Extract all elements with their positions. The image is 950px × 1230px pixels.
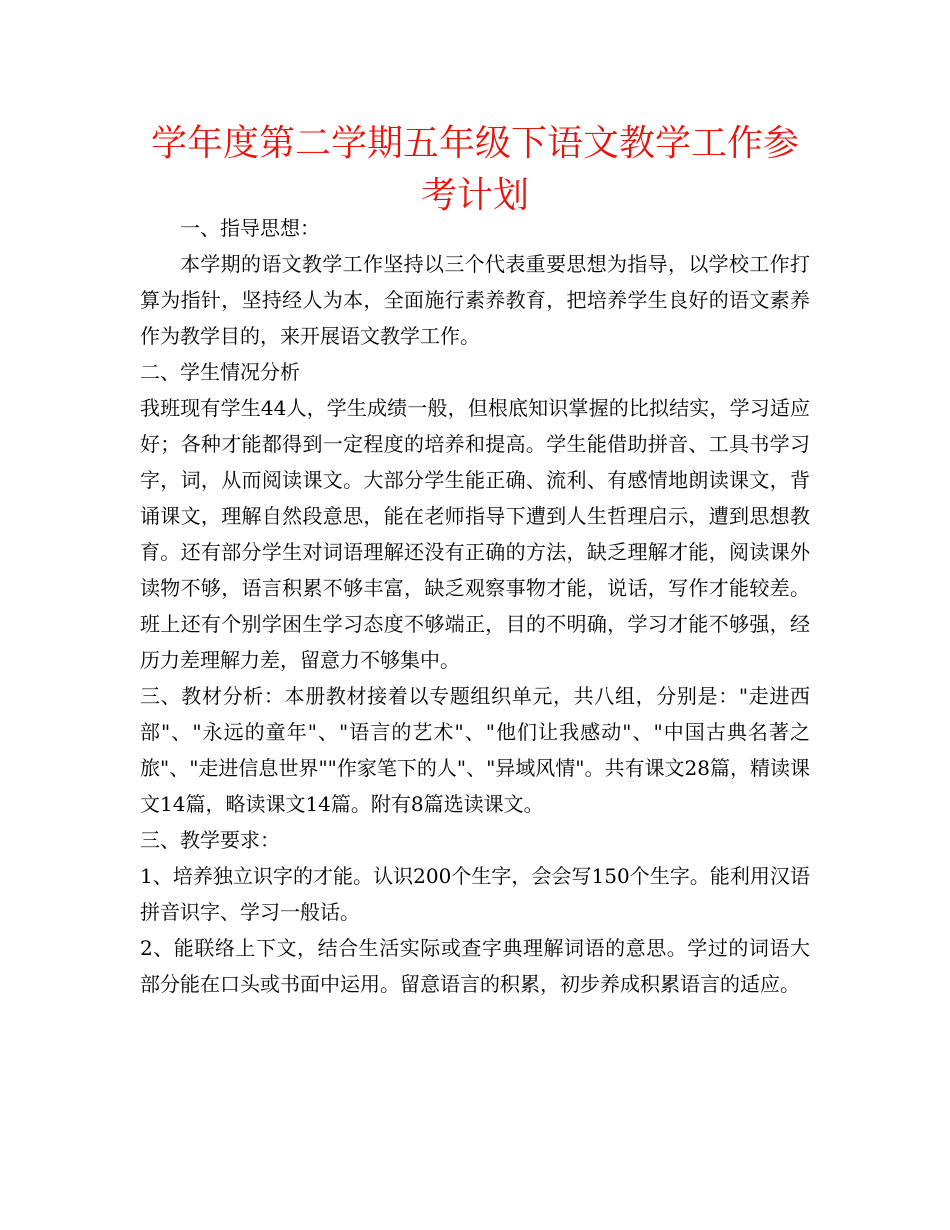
requirement-item-2: 2、能联络上下文，结合生活实际或查字典理解词语的意思。学过的词语大部分能在口头或书面中运用。留意语言的积累，初步养成积累语言的适应。: [140, 936, 810, 996]
heading-guiding-thought: 一、指导思想：: [180, 216, 320, 240]
document-body: [140, 210, 810, 1002]
requirement-item-1: 1、培养独立识字的才能。认识200个生字，会会写150个生字。能利用汉语拼音识字、学习一般话。: [140, 864, 810, 924]
paragraph-guiding-thought: 本学期的语文教学工作坚持以三个代表重要思想为指导，以学校工作打算为指针，坚持经人为本，全面施行素养教育，把培养学生良好的语文素养作为教学目的，来开展语文教学工作。: [140, 252, 810, 348]
paragraph-student-analysis: 我班现有学生44人，学生成绩一般，但根底知识掌握的比拟结实，学习适应好；各种才能都得到一定程度的培养和提高。学生能借助拼音、工具书学习字，词，从而阅读课文。大部分学生能正确、流利、有感情地朗读课文，背诵课文，理解自然段意思，能在老师指导下遭到人生哲理启示，遭到思想教育。还有部分学生对词语理解还没有正确的方法，缺乏理解才能，阅读课外读物不够，语言积累不够丰富，缺乏观察事物才能，说话，写作才能较差。班上还有个别学困生学习态度不够端正，目的不明确，学习才能不够强，经历力差理解力差，留意力不够集中。: [140, 396, 810, 672]
heading-teaching-requirements: 三、教学要求：: [140, 828, 280, 852]
document-title: 学年度第二学期五年级下语文教学工作参考计划: [150, 123, 799, 216]
paragraph-textbook-analysis: 三、教材分析：本册教材接着以专题组织单元，共八组，分别是："走进西部"、"永远的童年"、"语言的艺术"、"他们让我感动"、"中国古典名著之旅"、"走进信息世界""作家笔下的人"、"异域风情"。共有课文28篇，精读课文14篇，略读课文14篇。附有8篇选读课文。: [140, 684, 810, 816]
heading-student-analysis: 二、学生情况分析: [140, 360, 300, 384]
